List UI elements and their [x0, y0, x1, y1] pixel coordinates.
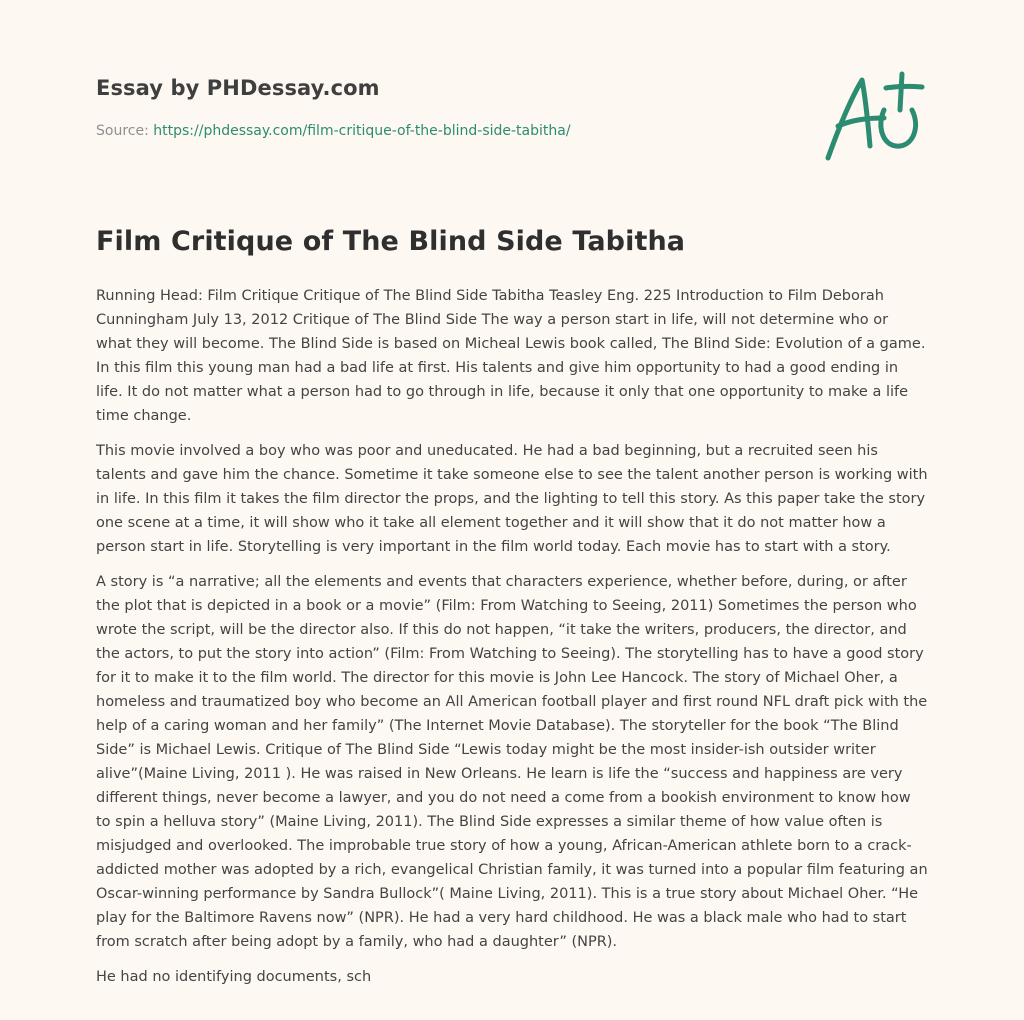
a-plus-logo-icon [814, 66, 934, 166]
document-title: Film Critique of The Blind Side Tabitha [96, 226, 686, 257]
paragraph: A story is “a narrative; all the elements and events that characters experience, whether before, during, or after the plot that is depicted in a book or a movie” (Film: From Watching to Seeing, 2011) Sometimes the person who wrote the script, will be the director also. If this do not happen, “it take the writers, producers, the director, and the actors, to put the story into action” (Film: From Watching to Seeing). The storytelling has to have a good story for it to make it to the film world. The director for this movie is John Lee Hancock. The story of Michael Oher, a homeless and traumatized boy who become an All American football player and first round NFL draft pick with the help of a caring woman and her family” (The Internet Movie Database). The storyteller for the book “The Blind Side” is Michael Lewis. Critique of The Blind Side “Lewis today might be the most insider-ish outsider writer alive”(Maine Living, 2011 ). He was raised in New Orleans. He learn is life the “success and happiness are very different things, never become a lawyer, and you do not need a come from a bookish environment to know how to spin a helluva story” (Maine Living, 2011). The Blind Side expresses a similar theme of how value often is misjudged and overlooked. The improbable true story of how a young, African-American athlete born to a crack-addicted mother was adopted by a rich, evangelical Christian family, it was turned into a popular film featuring an Oscar-winning performance by Sandra Bullock”( Maine Living, 2011). This is a true story about Michael Oher. “He play for the Baltimore Ravens now” (NPR). He had a very hard childhood. He was a black male who had to start from scratch after being adopt by a family, who had a daughter” (NPR). [96, 574, 928, 950]
essay-body [96, 284, 928, 1000]
paragraph: This movie involved a boy who was poor and uneducated. He had a bad beginning, but a recruited seen his talents and gave him the chance. Sometime it take someone else to see the talent another person is working with in life. In this film it takes the film director the props, and the lighting to tell this story. As this paper take the story one scene at a time, it will show who it take all element together and it will show that it do not matter how a person start in life. Storytelling is very important in the film world today. Each movie has to start with a story. [96, 443, 928, 555]
source-link[interactable]: https://phdessay.com/film-critique-of-the-blind-side-tabitha/ [153, 123, 571, 139]
source-line [96, 123, 571, 139]
site-title: Essay by PHDessay.com [96, 76, 380, 100]
paragraph: He had no identifying documents, sch [96, 969, 372, 985]
source-label: Source: [96, 123, 154, 139]
paragraph: Running Head: Film Critique Critique of The Blind Side Tabitha Teasley Eng. 225 Introduction to Film Deborah Cunningham July 13, 2012 Critique of The Blind Side The way a person start in life, will not determine who or what they will become. The Blind Side is based on Micheal Lewis book called, The Blind Side: Evolution of a game. In this film this young man had a bad life at first. His talents and give him opportunity to had a good ending in life. It do not matter what a person had to go through in life, because it only that one opportunity to make a life time change. [96, 288, 926, 424]
